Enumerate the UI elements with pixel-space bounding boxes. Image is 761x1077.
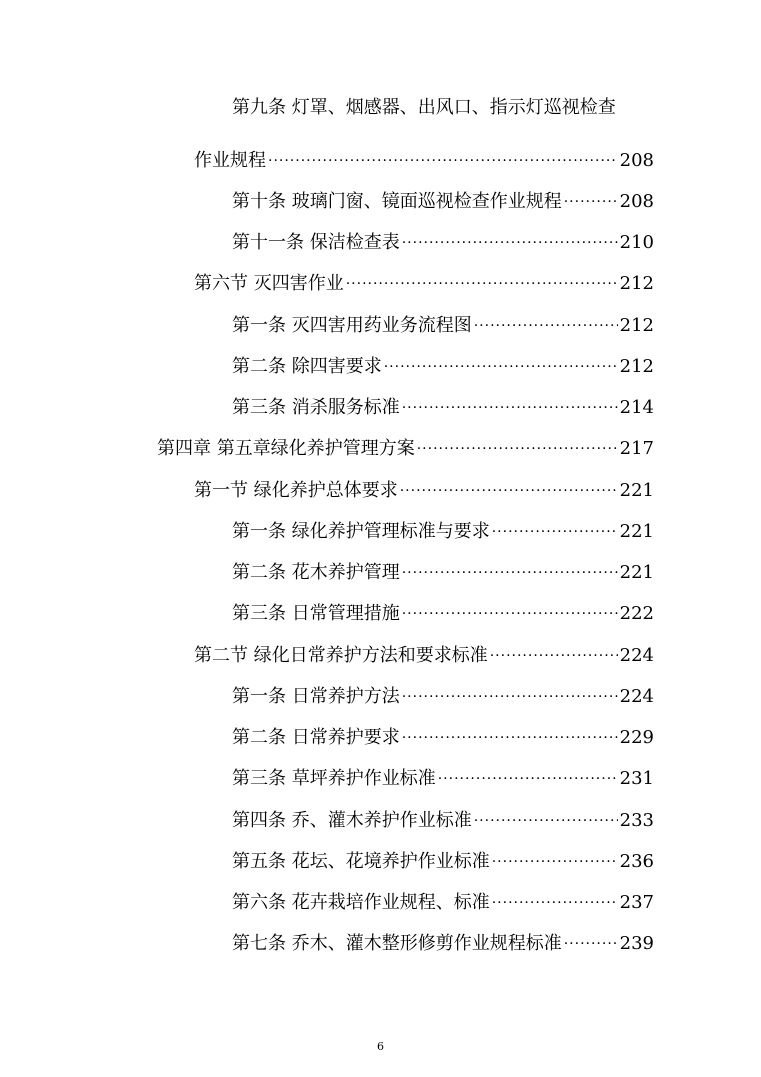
toc-entry-title: 第五条 花坛、花境养护作业标准: [232, 851, 490, 872]
toc-entry-page: 217: [619, 438, 654, 459]
toc-entry-title: 第二条 花木养护管理: [232, 562, 400, 583]
dot-leader: [268, 142, 618, 166]
dot-leader: [384, 348, 618, 372]
toc-entry[interactable]: [232, 513, 654, 544]
toc-entry-title: 第一节 绿化养护总体要求: [194, 480, 398, 501]
toc-entry[interactable]: [194, 637, 654, 668]
dot-leader: [346, 265, 618, 289]
toc-entry[interactable]: [232, 389, 654, 420]
toc-entry[interactable]: [194, 472, 654, 503]
toc-entry[interactable]: [232, 802, 654, 833]
toc-entry[interactable]: [194, 142, 654, 173]
toc-entry-wrapped-line: 第九条 灯罩、烟感器、出风口、指示灯巡视检查: [232, 97, 616, 118]
toc-entry-page: 212: [619, 315, 654, 336]
toc-entry[interactable]: [232, 183, 654, 214]
toc-entry[interactable]: [232, 224, 654, 255]
toc-entry-title: 第四章 第五章绿化养护管理方案: [157, 438, 415, 459]
dot-leader: [492, 884, 618, 908]
dot-leader: [492, 513, 618, 537]
toc-entry-title: 第四条 乔、灌木养护作业标准: [232, 810, 472, 831]
dot-leader: [438, 760, 618, 784]
toc-entry-title: 作业规程: [194, 150, 266, 171]
toc-entry[interactable]: [232, 595, 654, 626]
toc-entry[interactable]: [232, 678, 654, 709]
dot-leader: [492, 843, 618, 867]
toc-entry[interactable]: [232, 925, 654, 956]
dot-leader: [402, 554, 618, 578]
dot-leader: [402, 224, 618, 248]
page-number: 6: [377, 1040, 384, 1053]
dot-leader: [474, 802, 618, 826]
dot-leader: [490, 637, 618, 661]
toc-entry[interactable]: [157, 430, 654, 461]
toc-entry-page: 221: [619, 480, 654, 501]
dot-leader: [474, 307, 618, 331]
toc-entry-page: 233: [619, 810, 654, 831]
toc-entry-page: 212: [619, 356, 654, 377]
toc-entry[interactable]: [232, 307, 654, 338]
toc-entry[interactable]: [194, 265, 654, 296]
toc-entry-title: 第七条 乔木、灌木整形修剪作业规程标准: [232, 933, 562, 954]
toc-entry-page: 224: [619, 686, 654, 707]
toc-entry-page: 208: [619, 150, 654, 171]
toc-entry-page: 236: [619, 851, 654, 872]
toc-entry-title: 第二条 日常养护要求: [232, 727, 400, 748]
toc-entry[interactable]: [232, 843, 654, 874]
toc-entry-page: 212: [619, 273, 654, 294]
toc-entry-title: 第二节 绿化日常养护方法和要求标准: [194, 645, 488, 666]
toc-entry-page: 239: [619, 933, 654, 954]
toc-entry-title: 第六节 灭四害作业: [194, 273, 344, 294]
toc-entry-title: 第一条 绿化养护管理标准与要求: [232, 521, 490, 542]
dot-leader: [402, 719, 618, 743]
toc-entry-page: 210: [619, 232, 654, 253]
toc-entry-title: 第一条 灭四害用药业务流程图: [232, 315, 472, 336]
toc-entry-title: 第六条 花卉栽培作业规程、标准: [232, 892, 490, 913]
dot-leader: [564, 925, 618, 949]
toc-entry-title: 第三条 消杀服务标准: [232, 397, 400, 418]
toc-entry-title: 第十一条 保洁检查表: [232, 232, 400, 253]
dot-leader: [402, 389, 618, 413]
dot-leader: [402, 678, 618, 702]
toc-entry-page: 231: [619, 768, 654, 789]
toc-entry-page: 208: [619, 191, 654, 212]
toc-entry[interactable]: [232, 719, 654, 750]
toc-entry-page: 229: [619, 727, 654, 748]
toc-entry-page: 221: [619, 521, 654, 542]
toc-entry[interactable]: [232, 348, 654, 379]
dot-leader: [564, 183, 618, 207]
toc-entry[interactable]: [232, 554, 654, 585]
toc-entry-page: 222: [619, 603, 654, 624]
toc-entry-title: 第三条 日常管理措施: [232, 603, 400, 624]
toc-entry-title: 第十条 玻璃门窗、镜面巡视检查作业规程: [232, 191, 562, 212]
toc-entry[interactable]: [232, 760, 654, 791]
toc-entry-page: 214: [619, 397, 654, 418]
toc-entry-page: 237: [619, 892, 654, 913]
toc-entry-page: 224: [619, 645, 654, 666]
dot-leader: [417, 430, 618, 454]
dot-leader: [402, 595, 618, 619]
toc-entry-title: 第一条 日常养护方法: [232, 686, 400, 707]
toc-entry-title: 第二条 除四害要求: [232, 356, 382, 377]
toc-entry-title: 第三条 草坪养护作业标准: [232, 768, 436, 789]
dot-leader: [400, 472, 618, 496]
toc-entry[interactable]: [232, 884, 654, 915]
toc-entry-page: 221: [619, 562, 654, 583]
